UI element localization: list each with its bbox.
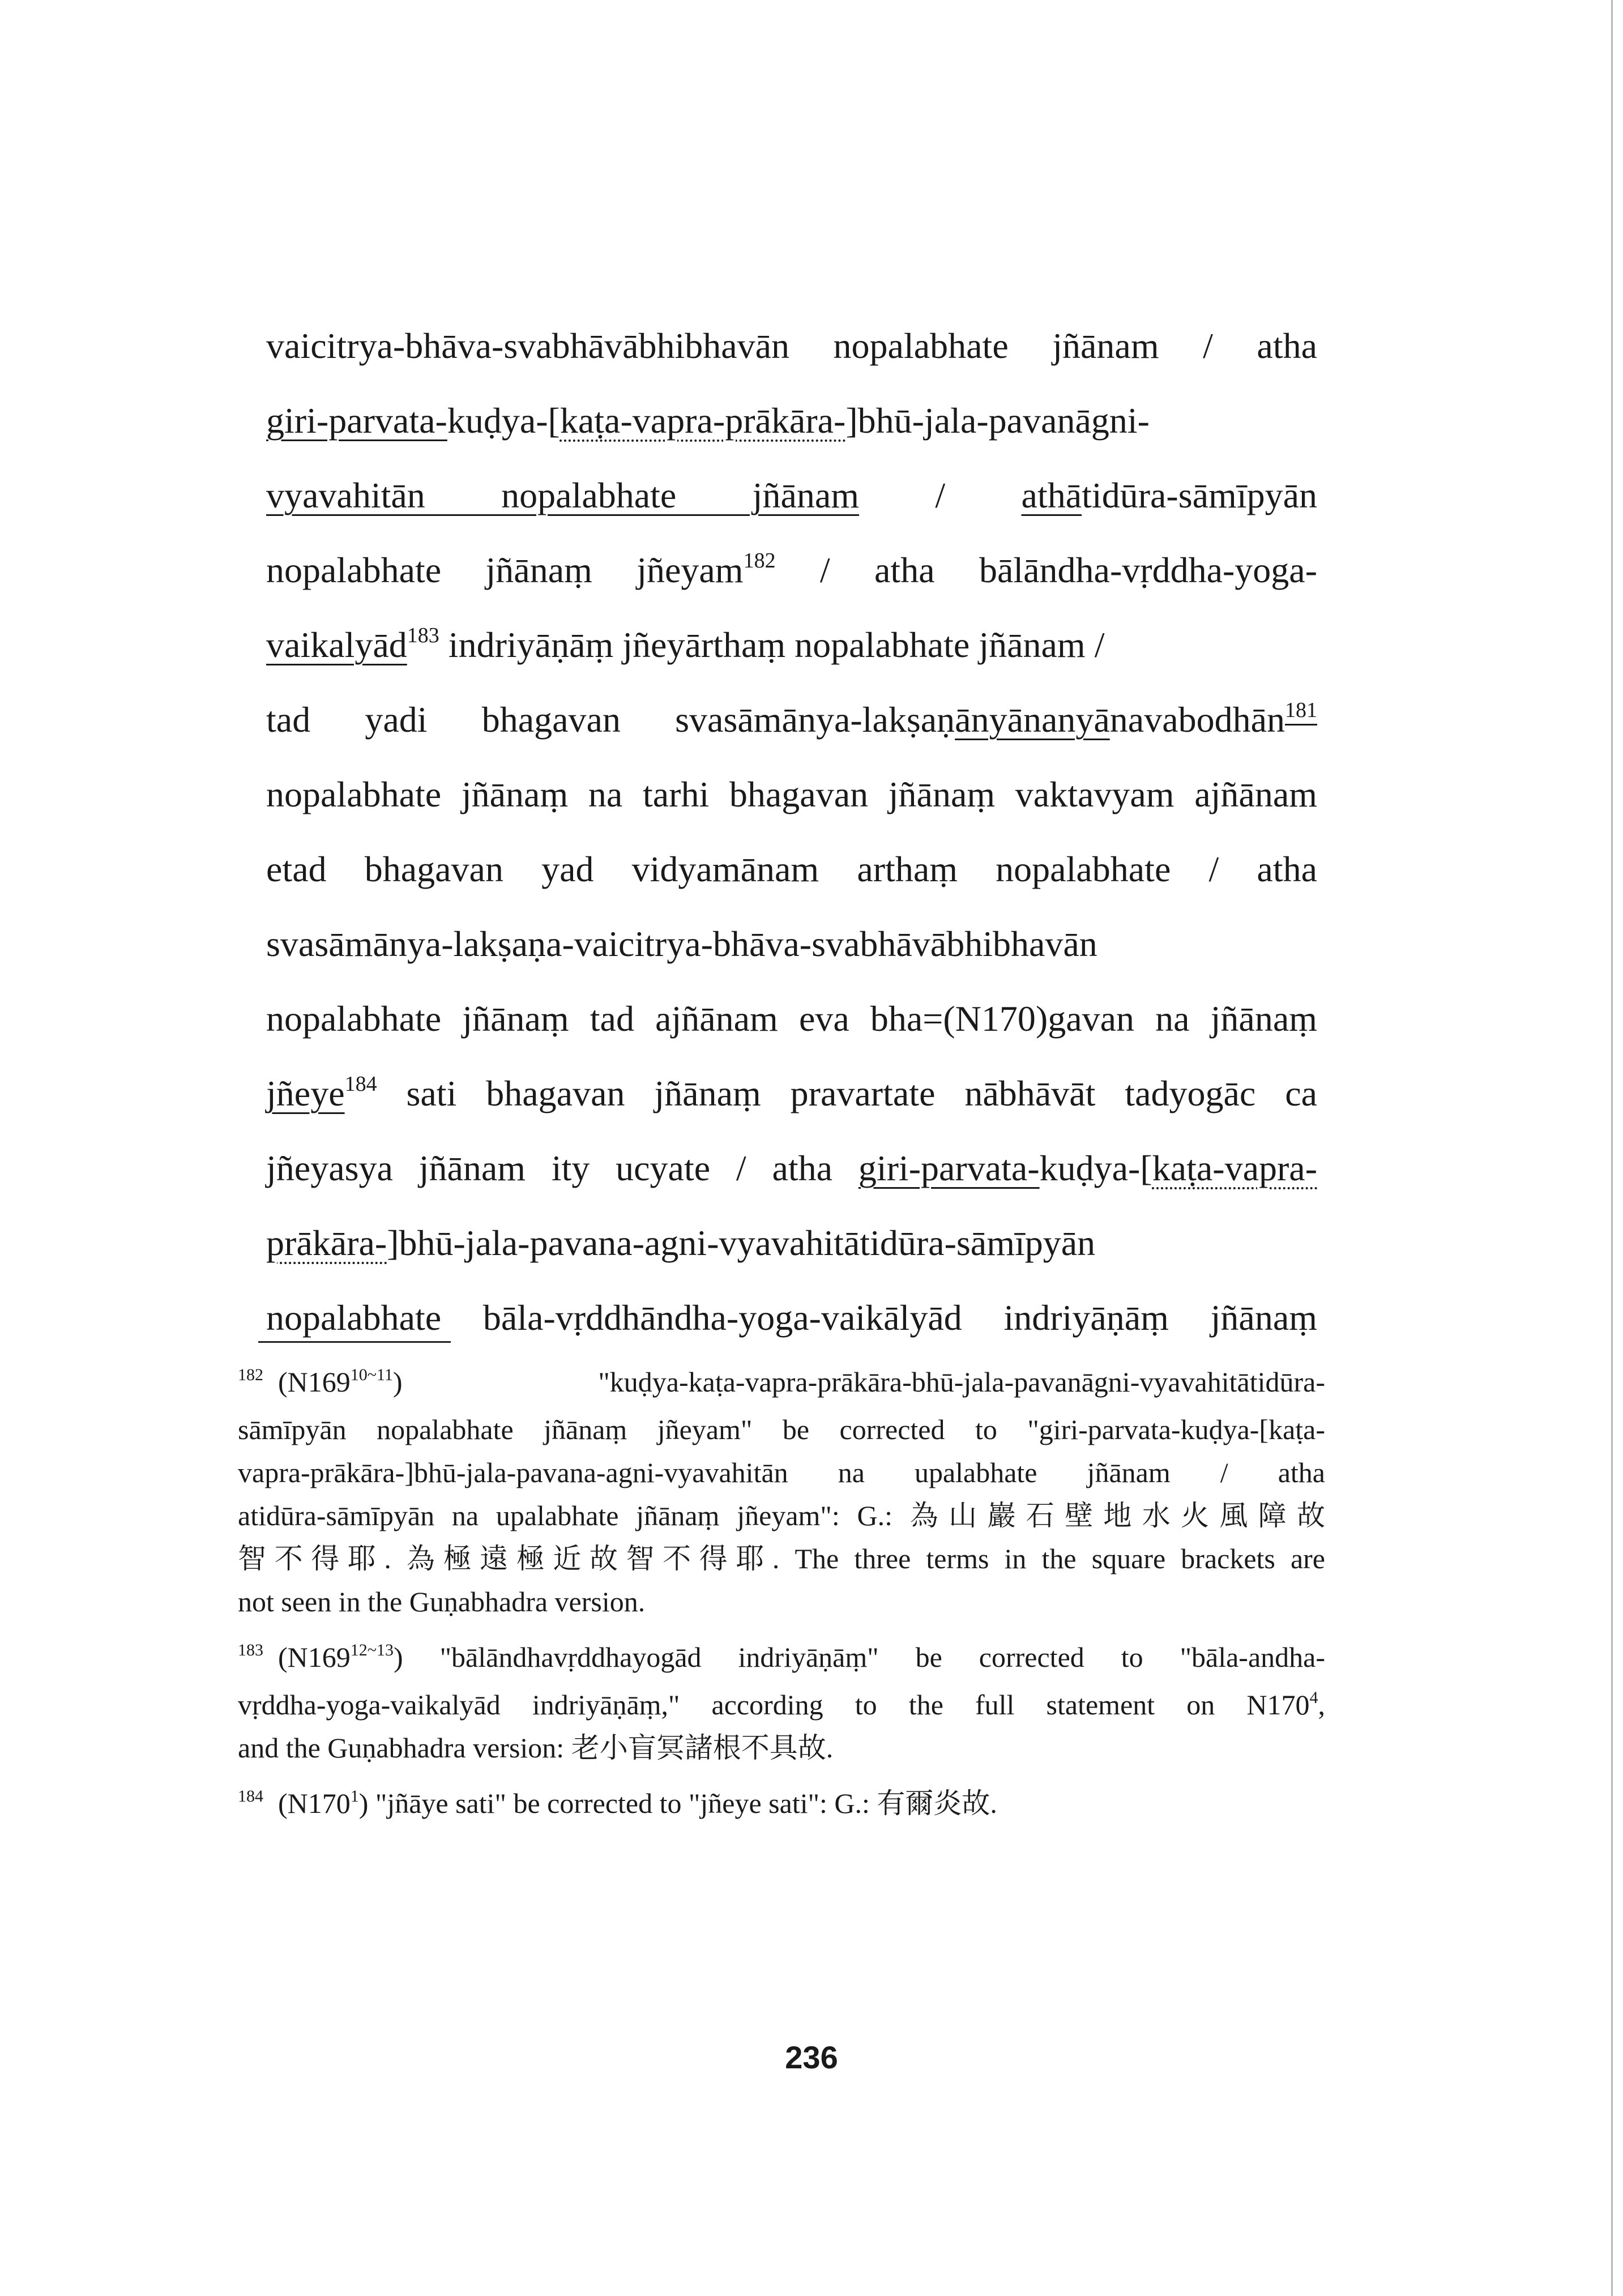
footnote-183 (238, 1636, 1325, 1769)
text-span: jñeyasya jñānam ity ucyate / atha (266, 1148, 859, 1188)
underlined-term: athā (1021, 475, 1082, 515)
text-span: ]bhū-jala-pavana-agni-vyavahitātidūra-sāmīpyān (387, 1223, 1096, 1263)
text-line-3 (266, 458, 1317, 533)
superscript: 1 (350, 1787, 359, 1806)
text-span: nopalabhate jñānaṃ na tarhi bhagavan jñānaṃ vaktavyam ajñānam (266, 774, 1317, 814)
footnote-line (238, 1360, 1325, 1408)
text-span: kuḍya-[ (447, 400, 560, 441)
text-span: nopalabhate jñānaṃ tad ajñānam eva bha=(N170)gavan na jñānaṃ (266, 998, 1317, 1039)
footnote-182 (238, 1360, 1325, 1623)
footnote-ref-184: 184 (344, 1072, 377, 1096)
text-span: indriyāṇāṃ jñeyārthaṃ nopalabhate jñānam / (439, 625, 1105, 665)
underlined-term: giri-parvata- (858, 1148, 1040, 1188)
text-line-1 (266, 309, 1317, 383)
footnote-number: 183 (238, 1641, 263, 1659)
footnote-line: vapra-prākāra-]bhū-jala-pavana-agni-vyavahitān na upalabhate jñānam / atha (238, 1457, 1325, 1488)
superscript: 4 (1309, 1688, 1318, 1707)
text-span: ]bhū-jala-pavanāgni- (845, 400, 1150, 441)
text-line-6 (266, 682, 1317, 757)
footnote-line: sāmīpyān nopalabhate jñānaṃ jñeyam" be corrected to "giri-parvata-kuḍya-[kaṭa- (238, 1414, 1325, 1445)
underlined-term: jñeye (266, 1073, 345, 1113)
footnote-separator (258, 1341, 451, 1343)
footnote-184 (238, 1782, 1325, 1829)
text-line-9 (266, 907, 1317, 981)
text-span: / atha bālāndha-vṛddha-yoga- (775, 550, 1318, 590)
footnote-ref-181: 181 (1285, 698, 1317, 722)
superscript: 12~13 (350, 1641, 394, 1659)
footnote-ref-183: 183 (407, 624, 439, 647)
text-line-13 (266, 1206, 1317, 1281)
text-span: ) "kuḍya-kaṭa-vapra-prākāra-bhū-jala-pavanāgni-vyavahitātidūra- (392, 1366, 1325, 1398)
dotted-term: prākāra- (266, 1223, 387, 1263)
text-line-12 (266, 1131, 1317, 1206)
text-span: vṛddha-yoga-vaikalyād indriyāṇāṃ," according to the full statement on N170 (238, 1689, 1310, 1721)
underlined-term: vyavahitān nopalabhate jñānam (266, 475, 860, 515)
text-span: ) "bālāndhavṛddhayogād indriyāṇāṃ" be corrected to "bāla-andha- (394, 1641, 1325, 1673)
footnote-number: 182 (238, 1365, 263, 1384)
text-span: / (859, 475, 1022, 515)
footnote-line: not seen in the Guṇabhadra version. (238, 1586, 646, 1618)
text-span: vaicitrya-bhāva-svabhāvābhibhavān nopalabhate jñānam / atha (266, 326, 1317, 366)
underlined-term: giri-parvata- (266, 400, 447, 441)
underlined-term: ānyānanyā (955, 699, 1110, 740)
text-span: navabodhān (1109, 699, 1285, 740)
text-span: (N169 (278, 1366, 351, 1398)
main-text (266, 309, 1317, 1355)
page-number: 236 (785, 2039, 838, 2075)
page-edge-line (1611, 0, 1613, 2296)
text-span: nopalabhate bāla-vṛddhāndha-yoga-vaikālyād indriyāṇāṃ jñānaṃ (266, 1298, 1317, 1338)
text-line-4 (266, 533, 1317, 608)
footnote-line: atidūra-sāmīpyān na upalabhate jñānaṃ jñeyam": G.: 為山巖石壁地水火風障故 (238, 1500, 1325, 1531)
footnotes (238, 1360, 1325, 1842)
footnote-number: 184 (238, 1787, 263, 1806)
text-span: (N170 (278, 1787, 351, 1819)
dotted-term: kaṭa-vapra- (1152, 1148, 1317, 1188)
text-span: (N169 (278, 1641, 351, 1673)
text-line-10 (266, 981, 1317, 1056)
text-span: nopalabhate jñānaṃ jñeyam (266, 550, 744, 590)
text-span: svasāmānya-lakṣaṇa-vaicitrya-bhāva-svabhāvābhibhavān (266, 924, 1097, 964)
footnote-line: 智不得耶. 為極遠極近故智不得耶. The three terms in the square brackets are (238, 1543, 1325, 1574)
text-span: kuḍya-[ (1039, 1148, 1152, 1188)
text-line-2 (266, 383, 1317, 458)
superscript: 10~11 (350, 1365, 393, 1384)
text-line-14 (266, 1281, 1317, 1355)
text-line-8 (266, 832, 1317, 907)
footnote-line (238, 1636, 1325, 1683)
text-span: sati bhagavan jñānaṃ pravartate nābhāvāt tadyogāc ca (377, 1073, 1317, 1113)
dotted-term: kaṭa-vapra-prākāra- (559, 400, 846, 441)
underlined-term: vaikalyād (266, 625, 407, 665)
text-span: tad yadi bhagavan svasāmānya-lakṣaṇ (266, 699, 955, 740)
footnote-line (238, 1782, 1325, 1829)
text-span: tidūra-sāmīpyān (1082, 475, 1317, 515)
footnote-line: and the Guṇabhadra version: 老小盲冥諸根不具故. (238, 1732, 834, 1764)
text-span: , (1318, 1689, 1325, 1721)
text-line-5 (266, 608, 1317, 682)
text-span: etad bhagavan yad vidyamānam arthaṃ nopalabhate / atha (266, 849, 1317, 889)
text-line-11 (266, 1056, 1317, 1131)
text-line-7 (266, 757, 1317, 832)
footnote-ref-182: 182 (743, 549, 776, 573)
footnote-line (238, 1683, 1325, 1726)
text-span: ) "jñāye sati" be corrected to "jñeye sati": G.: 有爾炎故. (358, 1787, 997, 1819)
